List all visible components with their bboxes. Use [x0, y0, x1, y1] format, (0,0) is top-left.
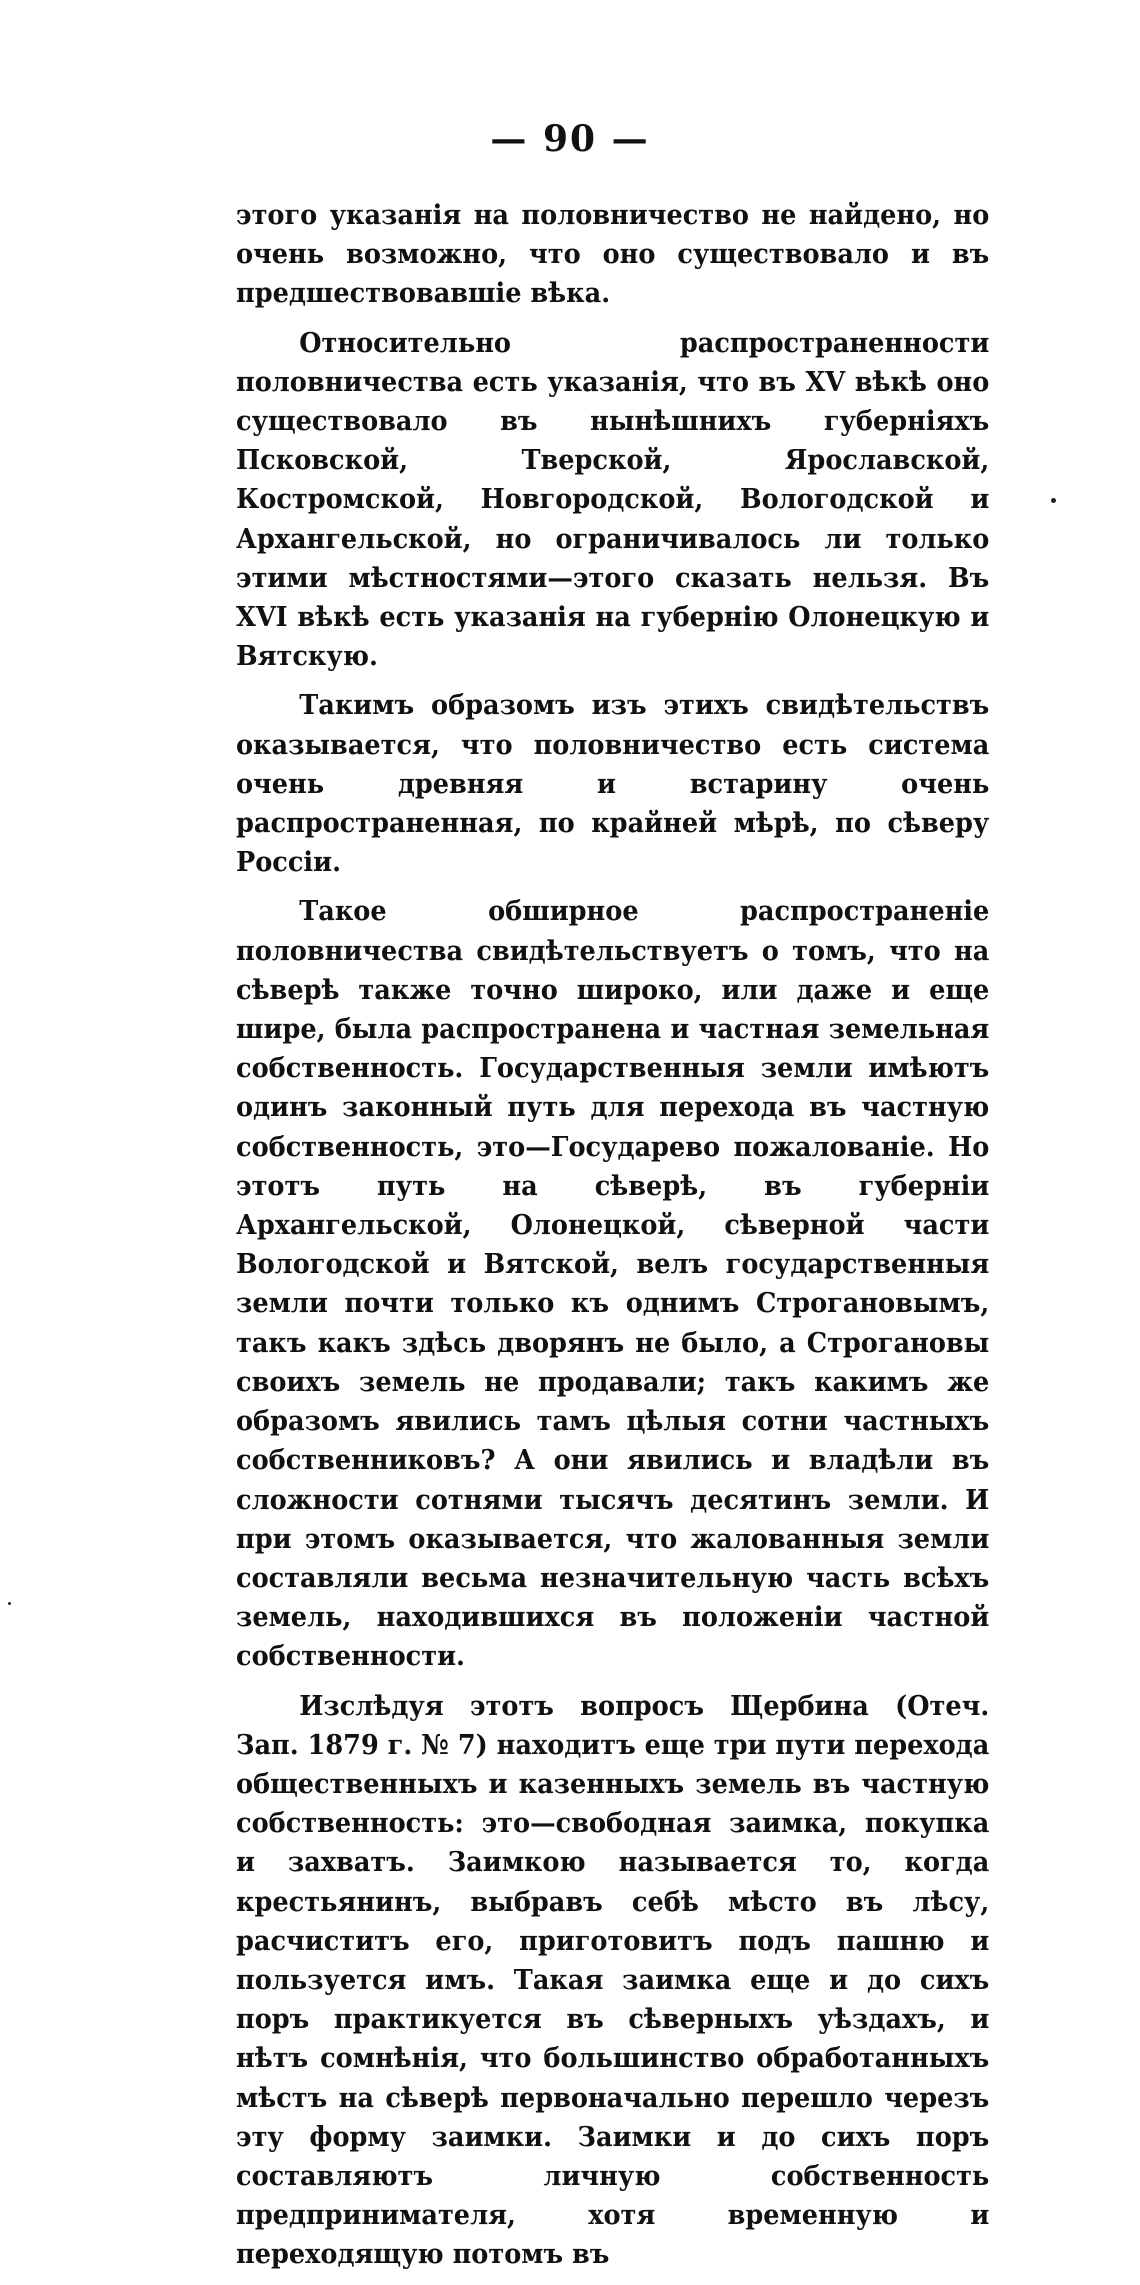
- paragraph-2: Относительно распространенности половничества есть указанія, что въ XV вѣкѣ оно существовало въ нынѣшнихъ губерніяхъ Псковской, Тверской, Ярославской, Костромской, Новгородской, Вологодской и Архангельской, но ограничивалось ли только этими мѣстностями—этого сказать нельзя. Въ XVI вѣкѣ есть указанія на губернію Олонецкую и Вятскую.: [236, 326, 990, 673]
- paragraph-1: этого указанія на половничество не найдено, но очень возможно, что оно существовало и въ предшествовавшіе вѣка.: [236, 199, 990, 310]
- paragraph-3: Такимъ образомъ изъ этихъ свидѣтельствъ оказывается, что половничество есть система очень древняя и встарину очень распространенная, по крайней мѣрѣ, по сѣверу Россіи.: [236, 689, 990, 879]
- page-number: — 90 —: [490, 118, 650, 160]
- scan-speck: [1051, 498, 1056, 503]
- paragraph-4: Такое обширное распространеніе половничества свидѣтельствуетъ о томъ, что на сѣверѣ также точно широко, или даже и еще шире, была распространена и частная земельная собственность. Государственныя земли имѣютъ одинъ законный путь для перехода въ частную собственность, это—Государево пожалованіе. Но этотъ путь на сѣверѣ, въ губерніи Архангельской, Олонецкой, сѣверной части Вологодской и Вятской, велъ государственныя земли почти только къ однимъ Строгановымъ, такъ какъ здѣсь дворянъ не было, а Строгановы своихъ земель не продавали; такъ какимъ же образомъ явились тамъ цѣлыя сотни частныхъ собственниковъ? А они явились и владѣли въ сложности сотнями тысячъ десятинъ земли. И при этомъ оказывается, что жалованныя земли составляли весьма незначительную часть всѣхъ земель, находившихся въ положеніи частной собственности.: [236, 895, 990, 1673]
- body-text: [236, 196, 989, 2285]
- scan-speck: [8, 1602, 11, 1605]
- paragraph-5: Изслѣдуя этотъ вопросъ Щербина (Отеч. Зап. 1879 г. № 7) находитъ еще три пути перехода общественныхъ и казенныхъ земель въ частную собственность: это—свободная заимка, покупка и захватъ. Заимкою называется то, когда крестьянинъ, выбравъ себѣ мѣсто въ лѣсу, расчиститъ его, приготовитъ подъ пашню и пользуется имъ. Такая заимка еще и до сихъ поръ практикуется въ сѣверныхъ уѣздахъ, и нѣтъ сомнѣнія, что большинство обработанныхъ мѣстъ на сѣверѣ первоначально перешло черезъ эту форму заимки. Заимки и до сихъ поръ составляютъ личную собственность предпринимателя, хотя временную и переходящую потомъ въ: [236, 1689, 990, 2271]
